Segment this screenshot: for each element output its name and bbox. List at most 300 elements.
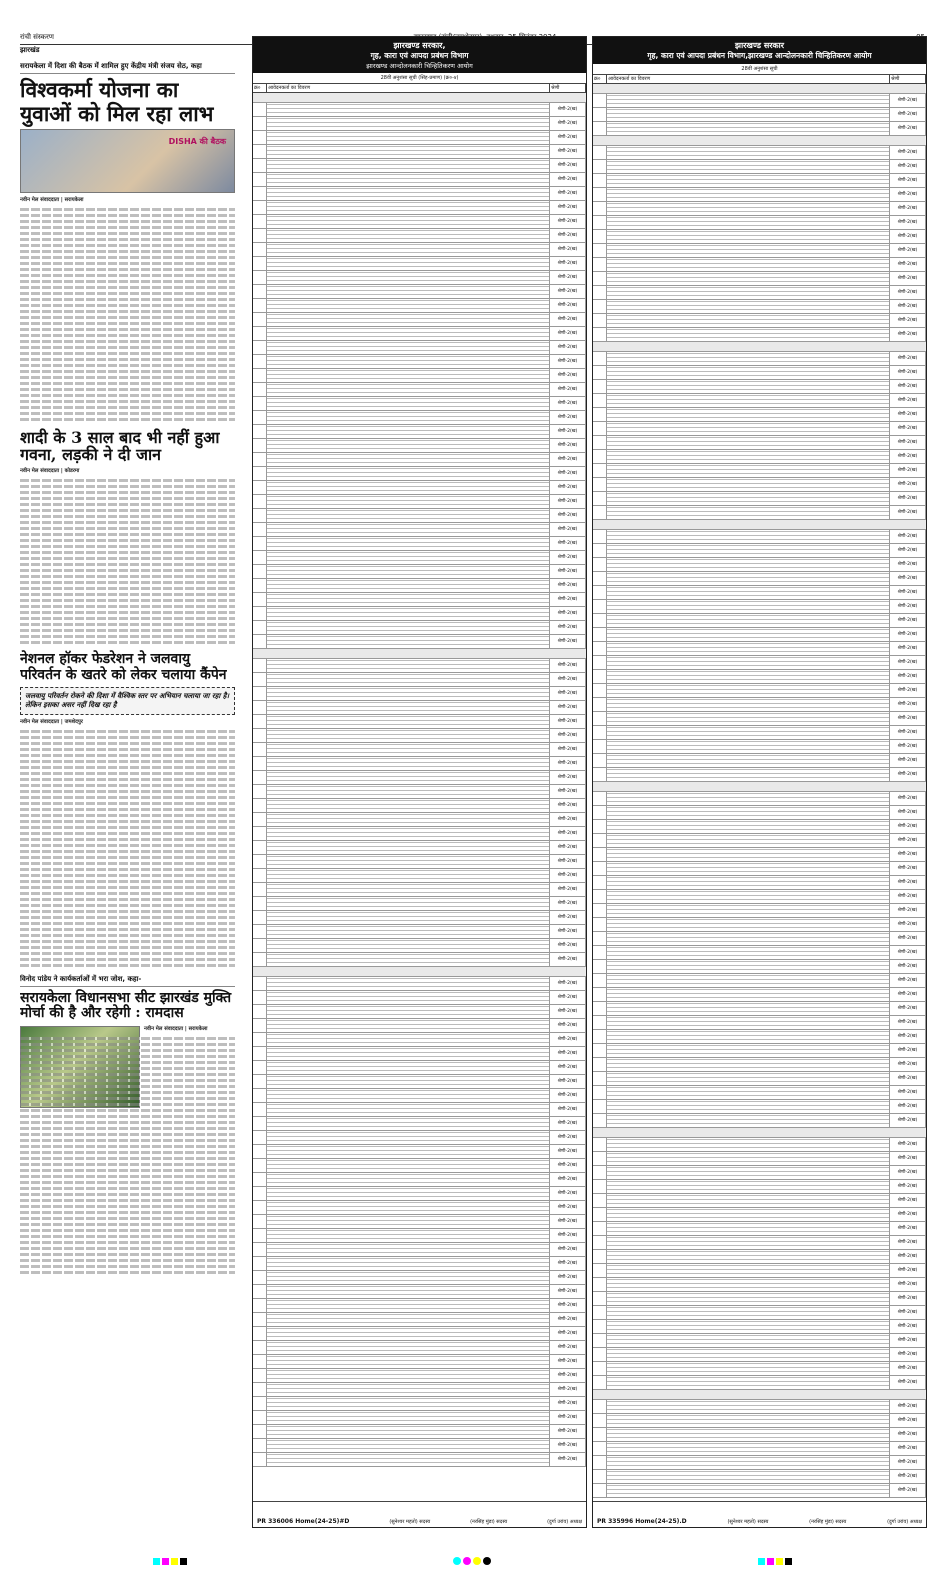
row-category: श्रेणी-2(ख) <box>890 848 926 861</box>
row-category: श्रेणी-2(ख) <box>550 1117 586 1130</box>
row-category: श्रेणी-2(ख) <box>890 1278 926 1291</box>
table-row <box>593 1376 926 1390</box>
row-category: श्रेणी-2(ख) <box>550 215 586 228</box>
table-row <box>593 628 926 642</box>
row-detail <box>267 439 550 452</box>
row-number <box>253 991 267 1004</box>
row-detail <box>607 806 890 819</box>
row-number <box>253 397 267 410</box>
row-detail <box>607 286 890 299</box>
table-row <box>593 478 926 492</box>
row-number <box>253 327 267 340</box>
row-number <box>253 439 267 452</box>
table-row <box>253 1397 586 1411</box>
row-category: श्रेणी-2(ख) <box>890 862 926 875</box>
row-number <box>253 939 267 952</box>
row-detail <box>607 960 890 973</box>
row-category: श्रेणी-2(ख) <box>550 481 586 494</box>
section-note-row <box>593 84 926 94</box>
row-number <box>593 216 607 229</box>
row-category: श्रेणी-2(ख) <box>890 988 926 1001</box>
row-category: श्रेणी-2(ख) <box>890 1152 926 1165</box>
table-row <box>253 883 586 897</box>
table-row <box>253 243 586 257</box>
table-row <box>253 355 586 369</box>
table-row <box>593 806 926 820</box>
row-category: श्रेणी-2(ख) <box>550 757 586 770</box>
row-detail <box>607 1442 890 1455</box>
row-detail <box>267 701 550 714</box>
row-category: श्रेणी-2(ख) <box>550 1299 586 1312</box>
row-number <box>253 1369 267 1382</box>
row-category: श्रेणी-2(ख) <box>550 1187 586 1200</box>
row-category: श्रेणी-2(ख) <box>550 369 586 382</box>
table-row <box>253 1201 586 1215</box>
row-category: श्रेणी-2(ख) <box>550 523 586 536</box>
row-category: श्रेणी-2(ख) <box>550 635 586 648</box>
row-number <box>253 145 267 158</box>
table-row <box>253 327 586 341</box>
row-number <box>593 1194 607 1207</box>
row-number <box>253 701 267 714</box>
row-number <box>593 586 607 599</box>
table-row <box>593 1400 926 1414</box>
row-category: श्रेणी-2(ख) <box>550 743 586 756</box>
table-row <box>593 230 926 244</box>
row-detail <box>267 673 550 686</box>
row-number <box>593 740 607 753</box>
row-category: श्रेणी-2(ख) <box>890 380 926 393</box>
row-detail <box>607 600 890 613</box>
table-row <box>593 684 926 698</box>
row-detail <box>607 712 890 725</box>
table-row <box>593 258 926 272</box>
row-number <box>593 258 607 271</box>
row-number <box>593 834 607 847</box>
table-row <box>593 380 926 394</box>
table-row <box>593 328 926 342</box>
row-number <box>593 876 607 889</box>
row-category: श्रेणी-2(ख) <box>890 478 926 491</box>
table-row <box>253 1173 586 1187</box>
table-row <box>253 425 586 439</box>
table-row <box>253 729 586 743</box>
row-detail <box>267 1355 550 1368</box>
row-detail <box>267 827 550 840</box>
table-row <box>593 160 926 174</box>
table-row <box>593 960 926 974</box>
row-category: श्रेणी-2(ख) <box>890 628 926 641</box>
row-detail <box>607 436 890 449</box>
row-detail <box>607 1484 890 1497</box>
row-number <box>593 712 607 725</box>
row-number <box>253 1229 267 1242</box>
table-row <box>253 1117 586 1131</box>
table-row <box>253 1131 586 1145</box>
table-row <box>593 108 926 122</box>
row-category: श्रेणी-2(ख) <box>550 159 586 172</box>
table-row <box>253 925 586 939</box>
row-number <box>253 1201 267 1214</box>
row-category: श्रेणी-2(ख) <box>890 960 926 973</box>
row-detail <box>607 174 890 187</box>
row-category: श्रेणी-2(ख) <box>890 1414 926 1427</box>
table-row <box>593 94 926 108</box>
table-row <box>253 953 586 967</box>
row-number <box>593 960 607 973</box>
section-label: झारखंड <box>20 46 40 54</box>
row-category: श्रेणी-2(ख) <box>890 1292 926 1305</box>
row-number <box>253 229 267 242</box>
row-category: श्रेणी-2(ख) <box>890 314 926 327</box>
table-row <box>593 698 926 712</box>
row-number <box>593 1044 607 1057</box>
table-row <box>253 1145 586 1159</box>
row-detail <box>267 1089 550 1102</box>
row-category: श्रेणी-2(ख) <box>890 366 926 379</box>
table-row <box>253 701 586 715</box>
row-number <box>593 726 607 739</box>
row-category: श्रेणी-2(ख) <box>890 670 926 683</box>
row-number <box>253 607 267 620</box>
table-row <box>593 1180 926 1194</box>
row-number <box>593 1072 607 1085</box>
row-detail <box>607 478 890 491</box>
table-row <box>593 1456 926 1470</box>
row-detail <box>267 1215 550 1228</box>
row-number <box>253 187 267 200</box>
row-detail <box>267 523 550 536</box>
row-category: श्रेणी-2(ख) <box>890 408 926 421</box>
row-detail <box>607 146 890 159</box>
table-row <box>253 687 586 701</box>
row-number <box>593 544 607 557</box>
notice2-footer <box>593 1501 926 1527</box>
table-row <box>253 1327 586 1341</box>
row-category: श्रेणी-2(ख) <box>550 883 586 896</box>
row-category: श्रेणी-2(ख) <box>550 1355 586 1368</box>
row-number <box>253 1257 267 1270</box>
table-row <box>593 558 926 572</box>
table-row <box>253 1313 586 1327</box>
table-row <box>253 1187 586 1201</box>
col-no: क्र० <box>593 75 607 83</box>
table-row <box>593 932 926 946</box>
row-detail <box>267 257 550 270</box>
row-number <box>253 673 267 686</box>
table-row <box>593 1138 926 1152</box>
row-detail <box>267 729 550 742</box>
row-category: श्रेणी-2(ख) <box>550 467 586 480</box>
row-detail <box>267 1047 550 1060</box>
row-category: श्रेणी-2(ख) <box>890 1428 926 1441</box>
row-number <box>253 523 267 536</box>
row-detail <box>267 1285 550 1298</box>
row-number <box>253 103 267 116</box>
table-row <box>253 1271 586 1285</box>
row-detail <box>607 366 890 379</box>
row-detail <box>267 299 550 312</box>
table-row <box>253 481 586 495</box>
row-category: श्रेणी-2(ख) <box>890 300 926 313</box>
row-number <box>253 635 267 648</box>
row-category: श्रेणी-2(ख) <box>550 1327 586 1340</box>
table-row <box>253 1369 586 1383</box>
row-number <box>253 1453 267 1466</box>
row-category: श्रेणी-2(ख) <box>890 422 926 435</box>
table-row <box>253 607 586 621</box>
row-category: श्रेणी-2(ख) <box>550 977 586 990</box>
notice2-pr-number: PR 335996 Home(24-25).D <box>597 1518 687 1525</box>
row-category: श्रेणी-2(ख) <box>890 286 926 299</box>
table-row <box>253 1355 586 1369</box>
row-category: श्रेणी-2(ख) <box>550 939 586 952</box>
table-row <box>593 286 926 300</box>
row-detail <box>607 656 890 669</box>
row-detail <box>267 103 550 116</box>
row-number <box>593 1278 607 1291</box>
table-row <box>253 495 586 509</box>
row-number <box>593 230 607 243</box>
story3-headline: नेशनल हॉकर फेडरेशन ने जलवायु परिवर्तन के खतरे को लेकर चलाया कैंपेन <box>20 650 227 683</box>
row-detail <box>607 380 890 393</box>
row-detail <box>607 642 890 655</box>
row-category: श्रेणी-2(ख) <box>550 1271 586 1284</box>
row-number <box>253 1019 267 1032</box>
row-detail <box>267 659 550 672</box>
row-detail <box>607 670 890 683</box>
row-detail <box>267 313 550 326</box>
row-detail <box>267 607 550 620</box>
row-category: श्रेणी-2(ख) <box>890 1264 926 1277</box>
table-row <box>593 988 926 1002</box>
row-category: श्रेणी-2(ख) <box>550 673 586 686</box>
row-category: श्रेणी-2(ख) <box>550 953 586 966</box>
row-category: श्रेणी-2(ख) <box>890 188 926 201</box>
section-note-row <box>593 342 926 352</box>
table-row <box>593 1086 926 1100</box>
row-number <box>593 122 607 135</box>
table-row <box>593 946 926 960</box>
row-number <box>253 1271 267 1284</box>
row-number <box>253 757 267 770</box>
row-number <box>593 450 607 463</box>
row-detail <box>267 1173 550 1186</box>
row-detail <box>607 1292 890 1305</box>
table-row <box>593 1334 926 1348</box>
row-detail <box>267 1397 550 1410</box>
row-number <box>593 988 607 1001</box>
row-number <box>593 188 607 201</box>
row-detail <box>607 1002 890 1015</box>
row-category: श्रेणी-2(ख) <box>890 352 926 365</box>
row-category: श्रेणी-2(ख) <box>890 806 926 819</box>
row-category: श्रेणी-2(ख) <box>550 201 586 214</box>
table-row <box>253 537 586 551</box>
row-number <box>593 1428 607 1441</box>
story4-text <box>20 1037 235 1274</box>
row-number <box>253 1397 267 1410</box>
table-row <box>593 1002 926 1016</box>
row-number <box>593 1292 607 1305</box>
row-detail <box>607 464 890 477</box>
row-number <box>253 1159 267 1172</box>
notice1-dept: गृह, कारा एवं आपदा प्रबंधन विभाग <box>370 51 469 60</box>
row-detail <box>267 467 550 480</box>
row-detail <box>267 145 550 158</box>
row-number <box>593 1236 607 1249</box>
row-category: श्रेणी-2(ख) <box>890 586 926 599</box>
table-row <box>593 1208 926 1222</box>
table-row <box>593 1222 926 1236</box>
row-number <box>253 1117 267 1130</box>
row-detail <box>267 1033 550 1046</box>
row-category: श्रेणी-2(ख) <box>550 869 586 882</box>
table-row <box>253 369 586 383</box>
row-number <box>253 953 267 966</box>
row-detail <box>267 813 550 826</box>
table-row <box>253 1075 586 1089</box>
row-detail <box>267 355 550 368</box>
row-detail <box>607 848 890 861</box>
table-row <box>593 1030 926 1044</box>
row-category: श्रेणी-2(ख) <box>550 1005 586 1018</box>
row-detail <box>607 1072 890 1085</box>
row-detail <box>607 820 890 833</box>
row-detail <box>607 1208 890 1221</box>
table-row <box>593 586 926 600</box>
row-number <box>253 1299 267 1312</box>
row-detail <box>267 201 550 214</box>
table-row <box>593 188 926 202</box>
row-category: श्रेणी-2(ख) <box>550 687 586 700</box>
row-category: श्रेणी-2(ख) <box>550 1173 586 1186</box>
row-detail <box>607 862 890 875</box>
row-number <box>253 743 267 756</box>
row-number <box>253 1243 267 1256</box>
row-detail <box>607 1414 890 1427</box>
notice1-header <box>253 37 586 73</box>
table-row <box>253 813 586 827</box>
table-row <box>253 453 586 467</box>
row-detail <box>267 425 550 438</box>
row-number <box>593 1250 607 1263</box>
story3-body <box>20 719 235 967</box>
row-number <box>253 1383 267 1396</box>
table-row <box>593 122 926 136</box>
row-category: श्रेणी-2(ख) <box>890 492 926 505</box>
row-detail <box>267 1243 550 1256</box>
table-row <box>253 757 586 771</box>
row-number <box>593 600 607 613</box>
row-detail <box>267 285 550 298</box>
row-number <box>593 300 607 313</box>
col-detail: आवेदनकर्ता का विवरण <box>607 75 890 83</box>
row-detail <box>267 1103 550 1116</box>
table-row <box>593 174 926 188</box>
row-category: श्रेणी-2(ख) <box>890 1250 926 1263</box>
table-row <box>253 1005 586 1019</box>
row-category: श्रेणी-2(ख) <box>550 911 586 924</box>
row-number <box>593 754 607 767</box>
row-category: श्रेणी-2(ख) <box>890 216 926 229</box>
table-row <box>253 1019 586 1033</box>
row-category: श्रेणी-2(ख) <box>550 1075 586 1088</box>
story4-headline: सरायकेला विधानसभा सीट झारखंड मुक्ति मोर्चा की है और रहेगी : रामदास <box>20 989 232 1022</box>
row-number <box>253 1075 267 1088</box>
notice1-pr-number: PR 336006 Home(24-25)#D <box>257 1518 350 1525</box>
row-detail <box>267 243 550 256</box>
section-note-row <box>593 782 926 792</box>
row-category: श्रेणी-2(ख) <box>890 834 926 847</box>
col-category: श्रेणी <box>550 84 586 92</box>
row-detail <box>267 715 550 728</box>
table-row <box>253 673 586 687</box>
row-detail <box>267 953 550 966</box>
row-detail <box>607 918 890 931</box>
row-number <box>593 1320 607 1333</box>
row-detail <box>267 1313 550 1326</box>
table-row <box>253 897 586 911</box>
row-detail <box>607 726 890 739</box>
row-detail <box>607 932 890 945</box>
notice2-subtitle: 28वीं अनुशंसा सूची <box>593 64 926 75</box>
row-number <box>253 883 267 896</box>
row-category: श्रेणी-2(ख) <box>550 1159 586 1172</box>
table-row <box>593 572 926 586</box>
row-number <box>593 684 607 697</box>
table-row <box>593 670 926 684</box>
row-category: श्रेणी-2(ख) <box>550 785 586 798</box>
row-number <box>253 1089 267 1102</box>
row-category: श्रेणी-2(ख) <box>890 1044 926 1057</box>
table-row <box>593 1072 926 1086</box>
row-detail <box>267 159 550 172</box>
table-row <box>593 792 926 806</box>
color-dots-center <box>452 1550 492 1569</box>
story2-dateline: नवीन मेल संवाददाता | कोडरमा <box>20 468 80 475</box>
row-number <box>593 352 607 365</box>
table-row <box>253 173 586 187</box>
notice2-rows <box>593 84 926 1498</box>
story4-kicker: विनोद पांडेय ने कार्यकर्ताओं में भरा जोश, कहा- <box>20 973 235 987</box>
row-number <box>253 341 267 354</box>
row-detail <box>267 131 550 144</box>
row-number <box>593 492 607 505</box>
table-row <box>593 422 926 436</box>
row-detail <box>267 1369 550 1382</box>
row-number <box>253 201 267 214</box>
row-category: श्रेणी-2(ख) <box>890 792 926 805</box>
row-detail <box>267 1159 550 1172</box>
row-detail <box>607 558 890 571</box>
row-category: श्रेणी-2(ख) <box>550 1215 586 1228</box>
row-detail <box>607 792 890 805</box>
row-number <box>253 551 267 564</box>
story2-body <box>20 468 235 644</box>
row-category: श्रेणी-2(ख) <box>890 656 926 669</box>
table-row <box>253 1215 586 1229</box>
row-category: श्रेणी-2(ख) <box>550 1397 586 1410</box>
row-number <box>253 565 267 578</box>
row-detail <box>607 230 890 243</box>
row-detail <box>607 94 890 107</box>
row-detail <box>267 1187 550 1200</box>
table-row <box>593 1484 926 1498</box>
row-number <box>253 729 267 742</box>
row-category: श्रेणी-2(ख) <box>890 600 926 613</box>
row-category: श्रेणी-2(ख) <box>890 108 926 121</box>
